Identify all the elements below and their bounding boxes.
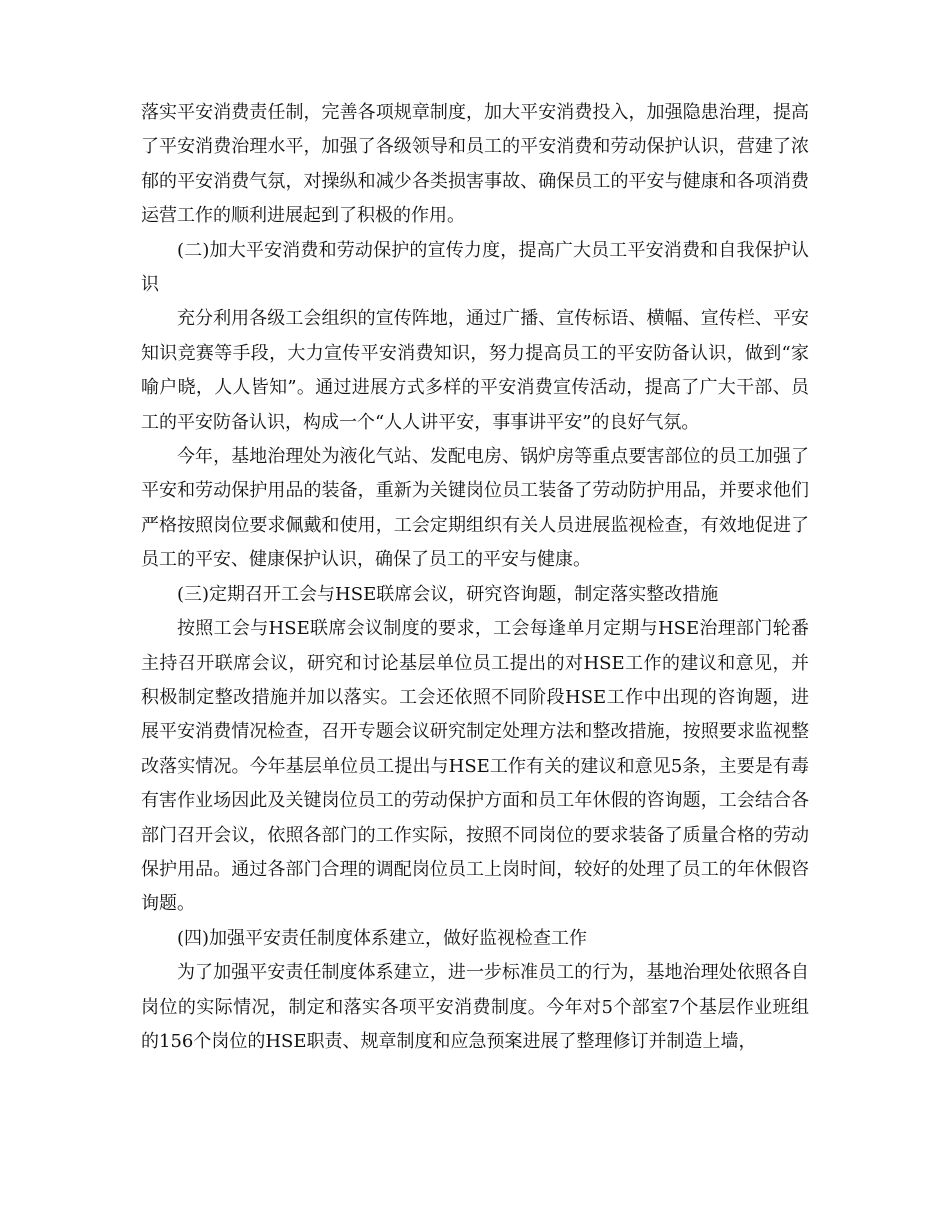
section-heading-2: (二)加大平安消费和劳动保护的宣传力度，提高广大员工平安消费和自我保护认识 [141,239,809,296]
section-heading-4: (四)加强平安责任制度体系建立，做好监视检查工作 [177,927,588,949]
section-heading-3: (三)定期召开工会与HSE联席会议，研究咨询题，制定落实整改措施 [177,583,719,605]
paragraph-continuation: 落实平安消费责任制，完善各项规章制度，加大平安消费投入，加强隐患治理，提高了平安消费治理水平，加强了各级领导和员工的平安消费和劳动保护认识，营建了浓郁的平安消费气氛，对操纵和减少各类损害事故、确保员工的平安与健康和各项消费运营工作的顺利进展起到了积极的作用。 [141,102,809,227]
paragraph-publicity: 充分利用各级工会组织的宣传阵地，通过广播、宣传标语、横幅、宣传栏、平安知识竞赛等手段，大力宣传平安消费知识，努力提高员工的平安防备认识，做到“家喻户晓，人人皆知”。通过进展方式多样的平安消费宣传活动，提高了广大干部、员工的平安防备认识，构成一个“人人讲平安，事事讲平安”的良好气氛。 [141,308,809,433]
document-body [141,96,809,1059]
paragraph-protective-equipment: 今年，基地治理处为液化气站、发配电房、锅炉房等重点要害部位的员工加强了平安和劳动保护用品的装备，重新为关键岗位员工装备了劳动防护用品，并要求他们严格按照岗位要求佩戴和使用，工会定期组织有关人员进展监视检查，有效地促进了员工的平安、健康保护认识，确保了员工的平安与健康。 [141,446,809,571]
paragraph-responsibility-system: 为了加强平安责任制度体系建立，进一步标准员工的行为，基地治理处依照各自岗位的实际情况，制定和落实各项平安消费制度。今年对5个部室7个基层作业班组的156个岗位的HSE职责、规章制度和应急预案进展了整理修订并制造上墙， [141,962,809,1052]
paragraph-joint-meeting: 按照工会与HSE联席会议制度的要求，工会每逢单月定期与HSE治理部门轮番主持召开联席会议，研究和讨论基层单位员工提出的对HSE工作的建议和意见，并积极制定整改措施并加以落实。工会还依照不同阶段HSE工作中出现的咨询题，进展平安消费情况检查，召开专题会议研究制定处理方法和整改措施，按照要求监视整改落实情况。今年基层单位员工提出与HSE工作有关的建议和意见5条，主要是有毒有害作业场因此及关键岗位员工的劳动保护方面和员工年休假的咨询题，工会结合各部门召开会议，依照各部门的工作实际，按照不同岗位的要求装备了质量合格的劳动保护用品。通过各部门合理的调配岗位员工上岗时间，较好的处理了员工的年休假咨询题。 [141,618,809,915]
